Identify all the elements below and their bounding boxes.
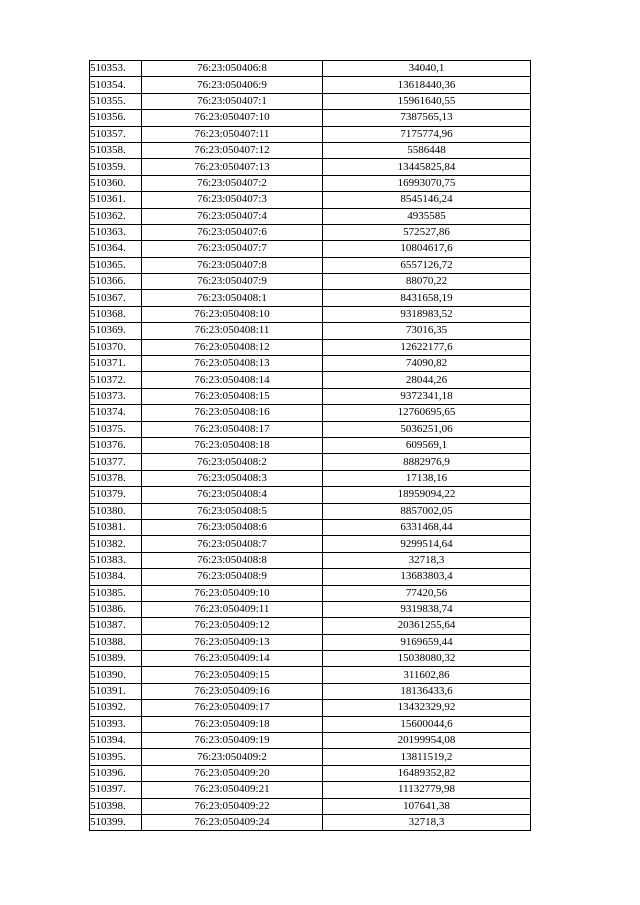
table-row: [90, 503, 531, 519]
row-number-cell: 510364.: [90, 241, 142, 257]
cadastral-number-cell: 76:23:050408:3: [142, 470, 323, 486]
cadastral-number-cell: 76:23:050408:10: [142, 306, 323, 322]
cadastral-number-cell: 76:23:050408:16: [142, 405, 323, 421]
cadastral-value-cell: 9319838,74: [323, 601, 531, 617]
table-row: [90, 765, 531, 781]
row-number-cell: 510392.: [90, 700, 142, 716]
row-number-cell: 510399.: [90, 814, 142, 830]
cadastral-value-cell: 311602,86: [323, 667, 531, 683]
row-number-cell: 510372.: [90, 372, 142, 388]
cadastral-number-cell: 76:23:050409:22: [142, 798, 323, 814]
table-row: [90, 110, 531, 126]
table-row: [90, 224, 531, 240]
cadastral-value-table: [89, 60, 531, 831]
cadastral-number-cell: 76:23:050407:12: [142, 142, 323, 158]
cadastral-value-cell: 12622177,6: [323, 339, 531, 355]
table-row: [90, 192, 531, 208]
cadastral-value-cell: 6557126,72: [323, 257, 531, 273]
cadastral-value-cell: 13618440,36: [323, 77, 531, 93]
table-row: [90, 339, 531, 355]
row-number-cell: 510361.: [90, 192, 142, 208]
row-number-cell: 510378.: [90, 470, 142, 486]
cadastral-value-cell: 32718,3: [323, 814, 531, 830]
table-row: [90, 61, 531, 77]
row-number-cell: 510363.: [90, 224, 142, 240]
cadastral-number-cell: 76:23:050408:5: [142, 503, 323, 519]
row-number-cell: 510353.: [90, 61, 142, 77]
row-number-cell: 510374.: [90, 405, 142, 421]
row-number-cell: 510370.: [90, 339, 142, 355]
cadastral-number-cell: 76:23:050407:3: [142, 192, 323, 208]
cadastral-value-cell: 10804617,6: [323, 241, 531, 257]
cadastral-value-cell: 73016,35: [323, 323, 531, 339]
row-number-cell: 510368.: [90, 306, 142, 322]
table-row: [90, 667, 531, 683]
cadastral-number-cell: 76:23:050407:8: [142, 257, 323, 273]
table-row: [90, 798, 531, 814]
table-row: [90, 257, 531, 273]
table-row: [90, 208, 531, 224]
cadastral-number-cell: 76:23:050409:24: [142, 814, 323, 830]
table-row: [90, 241, 531, 257]
table-body: [90, 61, 531, 831]
table-row: [90, 683, 531, 699]
cadastral-value-cell: 12760695,65: [323, 405, 531, 421]
cadastral-number-cell: 76:23:050409:2: [142, 749, 323, 765]
cadastral-number-cell: 76:23:050409:10: [142, 585, 323, 601]
row-number-cell: 510369.: [90, 323, 142, 339]
cadastral-value-cell: 4935585: [323, 208, 531, 224]
cadastral-value-cell: 13432329,92: [323, 700, 531, 716]
table-row: [90, 323, 531, 339]
cadastral-number-cell: 76:23:050407:10: [142, 110, 323, 126]
cadastral-number-cell: 76:23:050409:12: [142, 618, 323, 634]
cadastral-number-cell: 76:23:050406:9: [142, 77, 323, 93]
cadastral-number-cell: 76:23:050407:11: [142, 126, 323, 142]
table-row: [90, 601, 531, 617]
row-number-cell: 510384.: [90, 569, 142, 585]
cadastral-value-cell: 18136433,6: [323, 683, 531, 699]
table-row: [90, 733, 531, 749]
cadastral-value-cell: 15961640,55: [323, 93, 531, 109]
row-number-cell: 510359.: [90, 159, 142, 175]
row-number-cell: 510390.: [90, 667, 142, 683]
table-row: [90, 356, 531, 372]
row-number-cell: 510379.: [90, 487, 142, 503]
table-row: [90, 388, 531, 404]
row-number-cell: 510356.: [90, 110, 142, 126]
row-number-cell: 510393.: [90, 716, 142, 732]
cadastral-value-cell: 88070,22: [323, 274, 531, 290]
table-row: [90, 700, 531, 716]
cadastral-value-cell: 107641,38: [323, 798, 531, 814]
table-row: [90, 519, 531, 535]
cadastral-number-cell: 76:23:050406:8: [142, 61, 323, 77]
cadastral-value-cell: 8431658,19: [323, 290, 531, 306]
table-row: [90, 782, 531, 798]
table-row: [90, 306, 531, 322]
table-row: [90, 585, 531, 601]
table-row: [90, 454, 531, 470]
table-row: [90, 552, 531, 568]
cadastral-value-cell: 572527,86: [323, 224, 531, 240]
cadastral-number-cell: 76:23:050409:11: [142, 601, 323, 617]
cadastral-number-cell: 76:23:050408:9: [142, 569, 323, 585]
cadastral-number-cell: 76:23:050407:2: [142, 175, 323, 191]
table-row: [90, 372, 531, 388]
cadastral-number-cell: 76:23:050408:14: [142, 372, 323, 388]
table-row: [90, 470, 531, 486]
table-row: [90, 536, 531, 552]
cadastral-number-cell: 76:23:050409:19: [142, 733, 323, 749]
cadastral-value-cell: 7175774,96: [323, 126, 531, 142]
table-row: [90, 814, 531, 830]
cadastral-value-cell: 9299514,64: [323, 536, 531, 552]
cadastral-number-cell: 76:23:050408:2: [142, 454, 323, 470]
cadastral-number-cell: 76:23:050409:16: [142, 683, 323, 699]
table-row: [90, 175, 531, 191]
table-row: [90, 93, 531, 109]
cadastral-value-cell: 15038080,32: [323, 651, 531, 667]
row-number-cell: 510377.: [90, 454, 142, 470]
row-number-cell: 510385.: [90, 585, 142, 601]
cadastral-number-cell: 76:23:050407:1: [142, 93, 323, 109]
cadastral-number-cell: 76:23:050408:13: [142, 356, 323, 372]
cadastral-value-cell: 74090,82: [323, 356, 531, 372]
table-row: [90, 437, 531, 453]
cadastral-number-cell: 76:23:050408:12: [142, 339, 323, 355]
cadastral-number-cell: 76:23:050408:11: [142, 323, 323, 339]
cadastral-value-cell: 28044,26: [323, 372, 531, 388]
cadastral-value-cell: 7387565,13: [323, 110, 531, 126]
table-row: [90, 569, 531, 585]
table-row: [90, 274, 531, 290]
cadastral-value-cell: 8882976,9: [323, 454, 531, 470]
cadastral-number-cell: 76:23:050408:7: [142, 536, 323, 552]
cadastral-value-cell: 5036251,06: [323, 421, 531, 437]
cadastral-number-cell: 76:23:050407:13: [142, 159, 323, 175]
row-number-cell: 510394.: [90, 733, 142, 749]
cadastral-number-cell: 76:23:050407:7: [142, 241, 323, 257]
row-number-cell: 510395.: [90, 749, 142, 765]
cadastral-number-cell: 76:23:050407:4: [142, 208, 323, 224]
table-row: [90, 651, 531, 667]
cadastral-value-cell: 15600044,6: [323, 716, 531, 732]
row-number-cell: 510358.: [90, 142, 142, 158]
row-number-cell: 510366.: [90, 274, 142, 290]
cadastral-number-cell: 76:23:050409:18: [142, 716, 323, 732]
cadastral-number-cell: 76:23:050409:20: [142, 765, 323, 781]
cadastral-number-cell: 76:23:050409:21: [142, 782, 323, 798]
cadastral-value-cell: 9372341,18: [323, 388, 531, 404]
cadastral-value-cell: 6331468,44: [323, 519, 531, 535]
cadastral-number-cell: 76:23:050409:13: [142, 634, 323, 650]
cadastral-value-cell: 8545146,24: [323, 192, 531, 208]
row-number-cell: 510376.: [90, 437, 142, 453]
table-row: [90, 290, 531, 306]
row-number-cell: 510382.: [90, 536, 142, 552]
row-number-cell: 510371.: [90, 356, 142, 372]
row-number-cell: 510387.: [90, 618, 142, 634]
row-number-cell: 510354.: [90, 77, 142, 93]
row-number-cell: 510360.: [90, 175, 142, 191]
table-row: [90, 716, 531, 732]
cadastral-number-cell: 76:23:050408:4: [142, 487, 323, 503]
row-number-cell: 510373.: [90, 388, 142, 404]
row-number-cell: 510367.: [90, 290, 142, 306]
row-number-cell: 510365.: [90, 257, 142, 273]
cadastral-number-cell: 76:23:050408:17: [142, 421, 323, 437]
table-row: [90, 749, 531, 765]
row-number-cell: 510362.: [90, 208, 142, 224]
row-number-cell: 510398.: [90, 798, 142, 814]
cadastral-value-cell: 13683803,4: [323, 569, 531, 585]
row-number-cell: 510396.: [90, 765, 142, 781]
cadastral-value-cell: 16489352,82: [323, 765, 531, 781]
cadastral-number-cell: 76:23:050408:1: [142, 290, 323, 306]
cadastral-value-cell: 609569,1: [323, 437, 531, 453]
cadastral-value-cell: 34040,1: [323, 61, 531, 77]
cadastral-value-cell: 13811519,2: [323, 749, 531, 765]
cadastral-value-cell: 9318983,52: [323, 306, 531, 322]
table-row: [90, 159, 531, 175]
cadastral-value-cell: 16993070,75: [323, 175, 531, 191]
row-number-cell: 510388.: [90, 634, 142, 650]
table-row: [90, 77, 531, 93]
cadastral-number-cell: 76:23:050408:15: [142, 388, 323, 404]
cadastral-value-cell: 8857002,05: [323, 503, 531, 519]
table-row: [90, 618, 531, 634]
row-number-cell: 510375.: [90, 421, 142, 437]
cadastral-number-cell: 76:23:050407:9: [142, 274, 323, 290]
row-number-cell: 510357.: [90, 126, 142, 142]
cadastral-number-cell: 76:23:050408:8: [142, 552, 323, 568]
table-row: [90, 421, 531, 437]
cadastral-number-cell: 76:23:050409:14: [142, 651, 323, 667]
table-row: [90, 634, 531, 650]
row-number-cell: 510397.: [90, 782, 142, 798]
cadastral-value-cell: 17138,16: [323, 470, 531, 486]
cadastral-number-cell: 76:23:050407:6: [142, 224, 323, 240]
cadastral-number-cell: 76:23:050408:18: [142, 437, 323, 453]
cadastral-value-cell: 9169659,44: [323, 634, 531, 650]
row-number-cell: 510355.: [90, 93, 142, 109]
cadastral-value-cell: 20361255,64: [323, 618, 531, 634]
cadastral-number-cell: 76:23:050408:6: [142, 519, 323, 535]
cadastral-value-cell: 77420,56: [323, 585, 531, 601]
cadastral-value-cell: 11132779,98: [323, 782, 531, 798]
row-number-cell: 510391.: [90, 683, 142, 699]
row-number-cell: 510380.: [90, 503, 142, 519]
row-number-cell: 510386.: [90, 601, 142, 617]
cadastral-value-cell: 5586448: [323, 142, 531, 158]
table-row: [90, 487, 531, 503]
cadastral-value-cell: 32718,3: [323, 552, 531, 568]
cadastral-value-cell: 20199954,08: [323, 733, 531, 749]
table-row: [90, 142, 531, 158]
cadastral-number-cell: 76:23:050409:15: [142, 667, 323, 683]
row-number-cell: 510381.: [90, 519, 142, 535]
cadastral-value-cell: 18959094,22: [323, 487, 531, 503]
row-number-cell: 510383.: [90, 552, 142, 568]
table-row: [90, 405, 531, 421]
cadastral-value-cell: 13445825,84: [323, 159, 531, 175]
row-number-cell: 510389.: [90, 651, 142, 667]
table-row: [90, 126, 531, 142]
cadastral-number-cell: 76:23:050409:17: [142, 700, 323, 716]
